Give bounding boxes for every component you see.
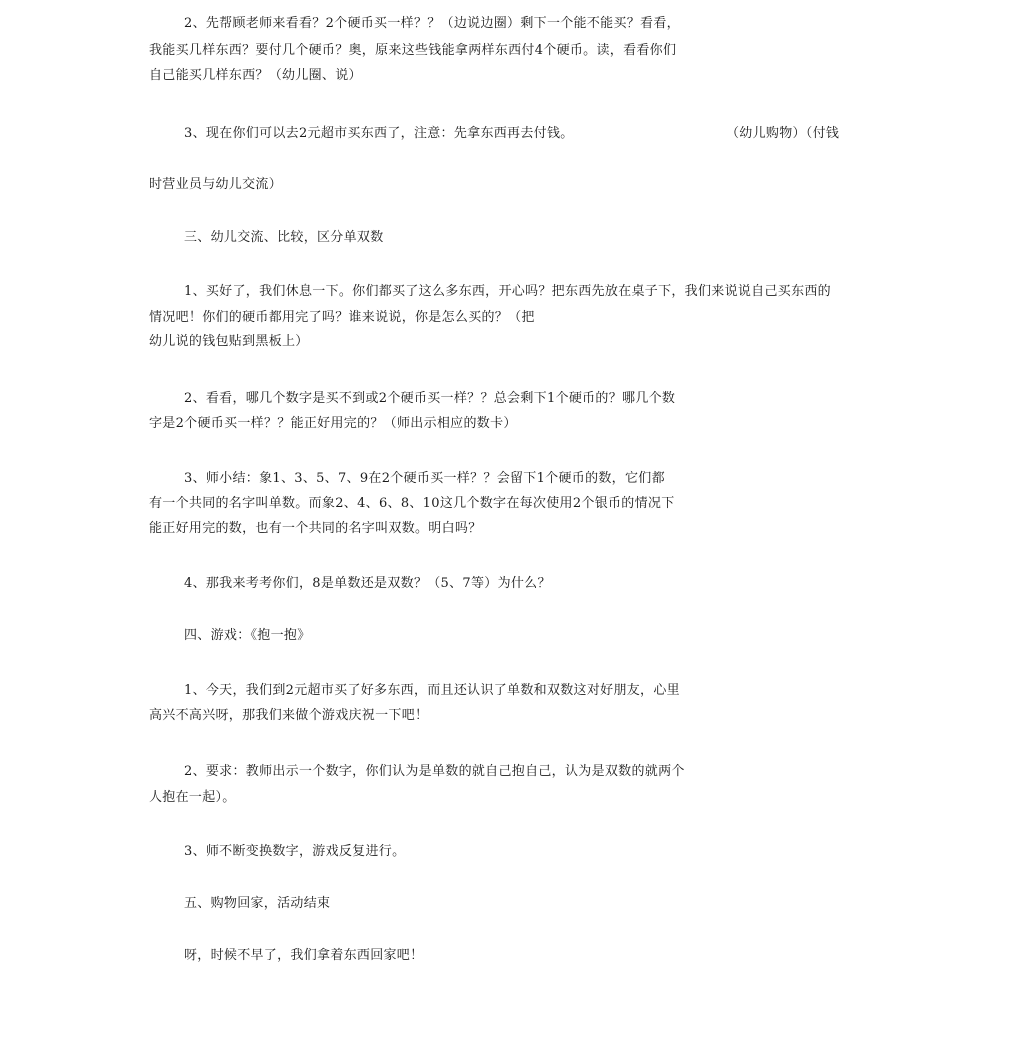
text-line: 3、师小结：象1、3、5、7、9在2个硬币买一样？？会留下1个硬币的数，它们都	[184, 471, 665, 486]
text-line: 2、看看，哪几个数字是买不到或2个硬币买一样？？总会剩下1个硬币的？哪几个数	[184, 391, 676, 406]
text-line: 字是2个硬币买一样？？能正好用完的？（师出示相应的数卡）	[149, 416, 517, 431]
text-line: 1、买好了，我们休息一下。你们都买了这么多东西，开心吗？把东西先放在桌子下，我们来说说自己买东西的	[184, 284, 831, 299]
text-line: 时营业员与幼儿交流）	[149, 177, 283, 192]
section-heading: 四、游戏：《抱一抱》	[184, 628, 311, 643]
text-line: 情况吧！你们的硬币都用完了吗？谁来说说，你是怎么买的？（把	[149, 310, 535, 325]
text-line: 2、先帮顾老师来看看？2个硬币买一样？？（边说边圈）剩下一个能不能买？看看，	[184, 16, 680, 31]
text-line: 呀，时候不早了，我们拿着东西回家吧！	[184, 948, 424, 963]
text-line: 能正好用完的数，也有一个共同的名字叫双数。明白吗？	[149, 521, 482, 536]
text-line: 2、要求：教师出示一个数字，你们认为是单数的就自己抱自己，认为是双数的就两个	[184, 764, 685, 779]
text-line: 人抱在一起）。	[149, 790, 236, 805]
text-line: 我能买几样东西？要付几个硬币？奥，原来这些钱能拿两样东西付4个硬币。读，看看你们	[149, 43, 677, 58]
text-line: 3、现在你们可以去2元超市买东西了，注意：先拿东西再去付钱。	[184, 126, 574, 141]
text-line: 自己能买几样东西？（幼儿圈、说）	[149, 68, 362, 83]
text-line: 高兴不高兴呀，那我们来做个游戏庆祝一下吧！	[149, 708, 429, 723]
text-line: 有一个共同的名字叫单数。而象2、4、6、8、10这几个数字在每次使用2个银币的情况下	[149, 496, 675, 511]
text-line: 3、师不断变换数字，游戏反复进行。	[184, 844, 406, 859]
text-line: （幼儿购物）（付钱	[726, 126, 840, 141]
text-line: 幼儿说的钱包贴到黑板上）	[149, 334, 309, 349]
text-line: 1、今天，我们到2元超市买了好多东西，而且还认识了单数和双数这对好朋友，心里	[184, 683, 680, 698]
text-line: 4、那我来考考你们，8是单数还是双数？（5、7等）为什么？	[184, 576, 551, 591]
section-heading: 五、购物回家，活动结束	[184, 896, 331, 911]
section-heading: 三、幼儿交流、比较，区分单双数	[184, 230, 384, 245]
